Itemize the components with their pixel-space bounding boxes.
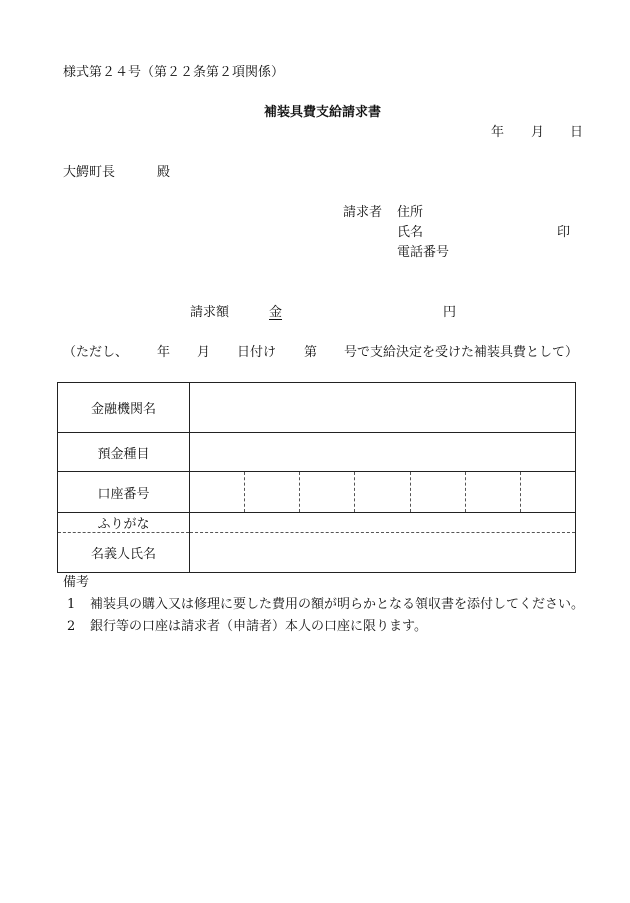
furigana-label: ふりがな: [58, 513, 190, 533]
remark-2-number: 2: [67, 619, 76, 634]
holder-field[interactable]: [190, 533, 576, 573]
remark-1-text: 補装具の購入又は修理に要した費用の額が明らかとなる領収書を添付してください。: [90, 597, 585, 612]
note-number-prefix: 第: [304, 345, 318, 360]
amount-prefix: 金: [269, 305, 283, 320]
name-label: 氏名: [397, 225, 424, 240]
date-year-label: 年: [491, 125, 505, 140]
document-title: 補装具費支給請求書: [264, 105, 382, 120]
account-digit-cell[interactable]: [190, 472, 245, 512]
note-day: 日付け: [237, 345, 277, 360]
date-month-label: 月: [531, 125, 545, 140]
note-rest: 号で支給決定を受けた補装具費として）: [344, 345, 579, 360]
addressee-honorific: 殿: [157, 165, 171, 180]
institution-label: 金融機関名: [58, 383, 190, 433]
account-digit-cell[interactable]: [466, 472, 521, 512]
account-digit-cell[interactable]: [245, 472, 300, 512]
account-type-label: 預金種目: [58, 433, 190, 472]
account-type-field[interactable]: [190, 433, 576, 472]
account-digit-cell[interactable]: [300, 472, 355, 512]
remarks-heading: 備考: [63, 575, 90, 590]
note-month: 月: [197, 345, 211, 360]
seal-mark: 印: [557, 225, 571, 240]
account-digit-cell[interactable]: [355, 472, 410, 512]
note-open: （ただし、: [63, 345, 129, 360]
remark-1-number: 1: [67, 597, 76, 612]
amount-suffix: 円: [442, 305, 456, 320]
form-number: 様式第２４号（第２２条第２項関係）: [63, 65, 285, 80]
holder-label: 名義人氏名: [58, 533, 190, 573]
account-number-field[interactable]: [190, 472, 576, 513]
furigana-field[interactable]: [190, 513, 576, 533]
note-year: 年: [157, 345, 171, 360]
addressee-name: 大鰐町長: [63, 165, 116, 180]
account-digit-cell[interactable]: [411, 472, 466, 512]
amount-field: [269, 305, 456, 321]
date-day-label: 日: [570, 125, 584, 140]
address-label: 住所: [397, 205, 424, 220]
amount-label: 請求額: [190, 305, 230, 320]
phone-label: 電話番号: [397, 245, 450, 260]
institution-field[interactable]: [190, 383, 576, 433]
account-number-label: 口座番号: [58, 472, 190, 513]
claimant-label: 請求者: [343, 205, 383, 220]
account-digit-cell[interactable]: [521, 472, 575, 512]
bank-account-table: [57, 382, 576, 573]
remark-2-text: 銀行等の口座は請求者（申請者）本人の口座に限ります。: [90, 619, 427, 634]
